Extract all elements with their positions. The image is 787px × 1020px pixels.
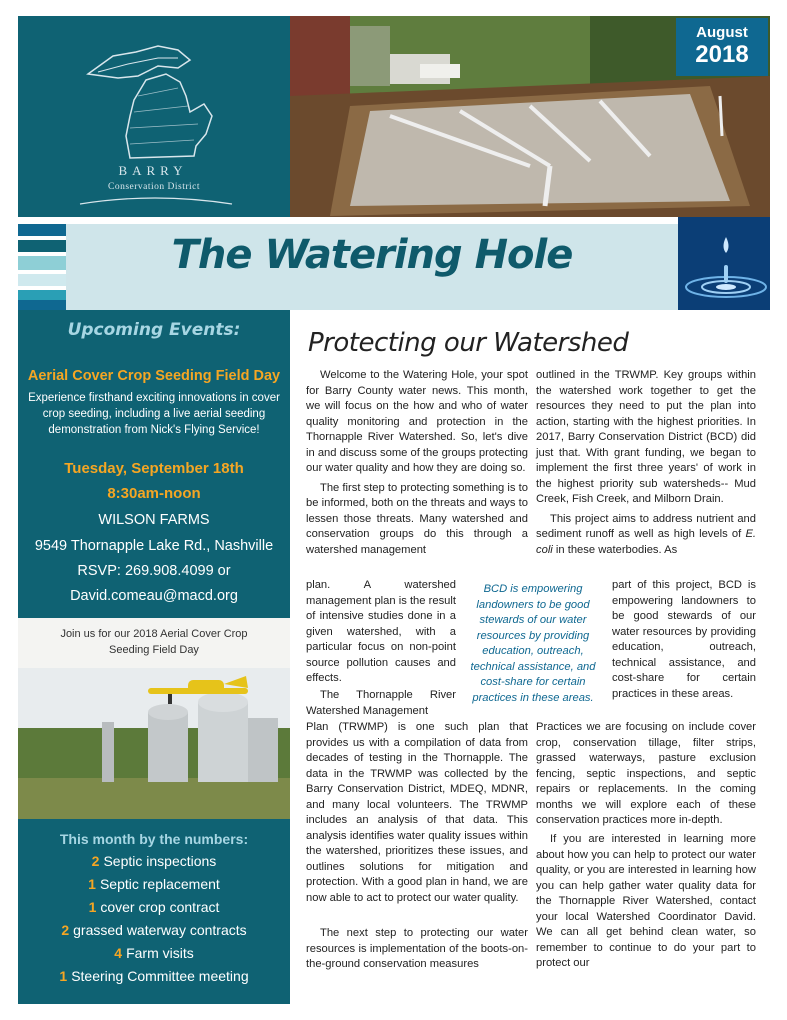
- article-paragraph: Practices we are focusing on include cover crop, conservation tillage, filter strips, grassed waterways, pasture exclusion fencing, septic inspections, and septic repairs or replacements. In the coming months we will explore each of these conservation practices more in-depth.: [536, 721, 756, 827]
- numbers-item: 2 grassed waterway contracts: [61, 922, 247, 938]
- numbers-item: 1 Septic replacement: [88, 876, 220, 892]
- numbers-heading: This month by the numbers:: [59, 831, 249, 847]
- article-paragraph: The first step to protecting something is to be informed, both on the threats and ways to lessen those threats. Many watershed and conservation groups do this through a watershed management: [306, 481, 528, 557]
- article-paragraph: The Thornapple River Watershed Management: [306, 689, 456, 717]
- event-name: Aerial Cover Crop Seeding Field Day: [27, 368, 281, 384]
- logo-name: BARRY: [118, 163, 188, 178]
- issue-month: August: [696, 24, 748, 41]
- article-paragraph: plan. A watershed management plan is the result of intensive studies done in a given watershed, with a particular focus on non-point source pollution causes and effects.: [306, 579, 456, 685]
- logo-subtitle: Conservation District: [107, 182, 201, 192]
- numbers-item: 4 Farm visits: [114, 945, 194, 961]
- event-time: 8:30am-noon: [107, 485, 201, 502]
- article-paragraph: If you are interested in learning more about how you can help to protect our water quality, or you are interested in learning how you can help gather water quality data for the Thornapple River Watershed, contact your local Watershed Coordinator David. We can all get behind clean water, so remember to continue to do your part to protect our: [536, 833, 756, 970]
- numbers-item: 1 Steering Committee meeting: [59, 968, 249, 984]
- event-venue: WILSON FARMS: [98, 512, 210, 528]
- upcoming-events-panel: [18, 310, 290, 618]
- event-rsvp: RSVP: 269.908.4099 or: [77, 563, 231, 579]
- event-address: 9549 Thornapple Lake Rd., Nashville: [34, 538, 274, 554]
- numbers-item: 2 Septic inspections: [91, 853, 217, 869]
- article-title: Protecting our Watershed: [308, 328, 629, 358]
- pull-quote: BCD is empowering landowners to be good stewards of our water resources by providing education, outreach, technical assistance, and cost-share for certain practices in these areas.: [464, 582, 602, 706]
- color-stripes: [18, 224, 66, 310]
- article-column-1-top: [306, 368, 528, 578]
- logo-panel: [18, 16, 290, 217]
- numbers-panel: [18, 819, 290, 1004]
- water-drop-photo: [678, 217, 770, 310]
- article-paragraph: Welcome to the Watering Hole, your spot for Barry County water news. This month, we will focus on the how and who of water quality monitoring and protection in the Thornapple River Watershed. So, let's dive in and discuss some of the groups protecting our water quality and how they are doing so.: [306, 369, 529, 475]
- article-paragraph: part of this project, BCD is empowering landowners to be good stewards of our water resources by providing education, outreach, technical assistance, and cost-share for certain practices in these areas.: [612, 579, 756, 700]
- events-heading: Upcoming Events:: [67, 320, 241, 340]
- article-paragraph: outlined in the TRWMP. Key groups within the watershed work together to get the resources they need to put the plan into action, starting with the highest priorities. In 2017, Barry Conservation District (BCD) did just that. With grant funding, we began to implement the first three years' of work in the highest priority sub watersheds-- Mud Creek, Fish Creek, and Milborn Drain.: [536, 369, 756, 506]
- article-paragraph: The next step to protecting our water resources is implementation of the boots-on-the-ground conservation measures: [306, 927, 528, 971]
- issue-year: 2018: [695, 41, 749, 68]
- article-paragraph: This project aims to address nutrient and sediment runoff as well as high levels of E. coli in these waterbodies. As: [536, 512, 757, 557]
- issue-date-badge: [676, 18, 768, 76]
- newsletter-title: The Watering Hole: [171, 232, 573, 278]
- event-date: Tuesday, September 18th: [64, 460, 244, 477]
- event-description: Experience firsthand exciting innovations in cover crop seeding, including a live aerial seeding demonstration from Nick's Flying Service!: [28, 392, 280, 436]
- photo-caption: Join us for our 2018 Aerial Cover Crop Seeding Field Day: [60, 628, 248, 656]
- event-email[interactable]: David.comeau@macd.org: [70, 588, 238, 604]
- numbers-item: 1 cover crop contract: [88, 899, 220, 915]
- article-paragraph: Plan (TRWMP) is one such plan that provides us with a compilation of data from decades of testing in the Thornapple. The data in the TRWMP was collected by the Barry Conservation District, MDEQ, MDNR, and many local volunteers. The TRWMP includes an analysis of that data. This analysis identifies water quality issues within the watershed, prioritizes these issues, and outlines solutions for mitigation and protection. With a good plan in hand, we are now able to act to protect our water quality.: [306, 721, 528, 905]
- article-column-2-top: [536, 368, 756, 563]
